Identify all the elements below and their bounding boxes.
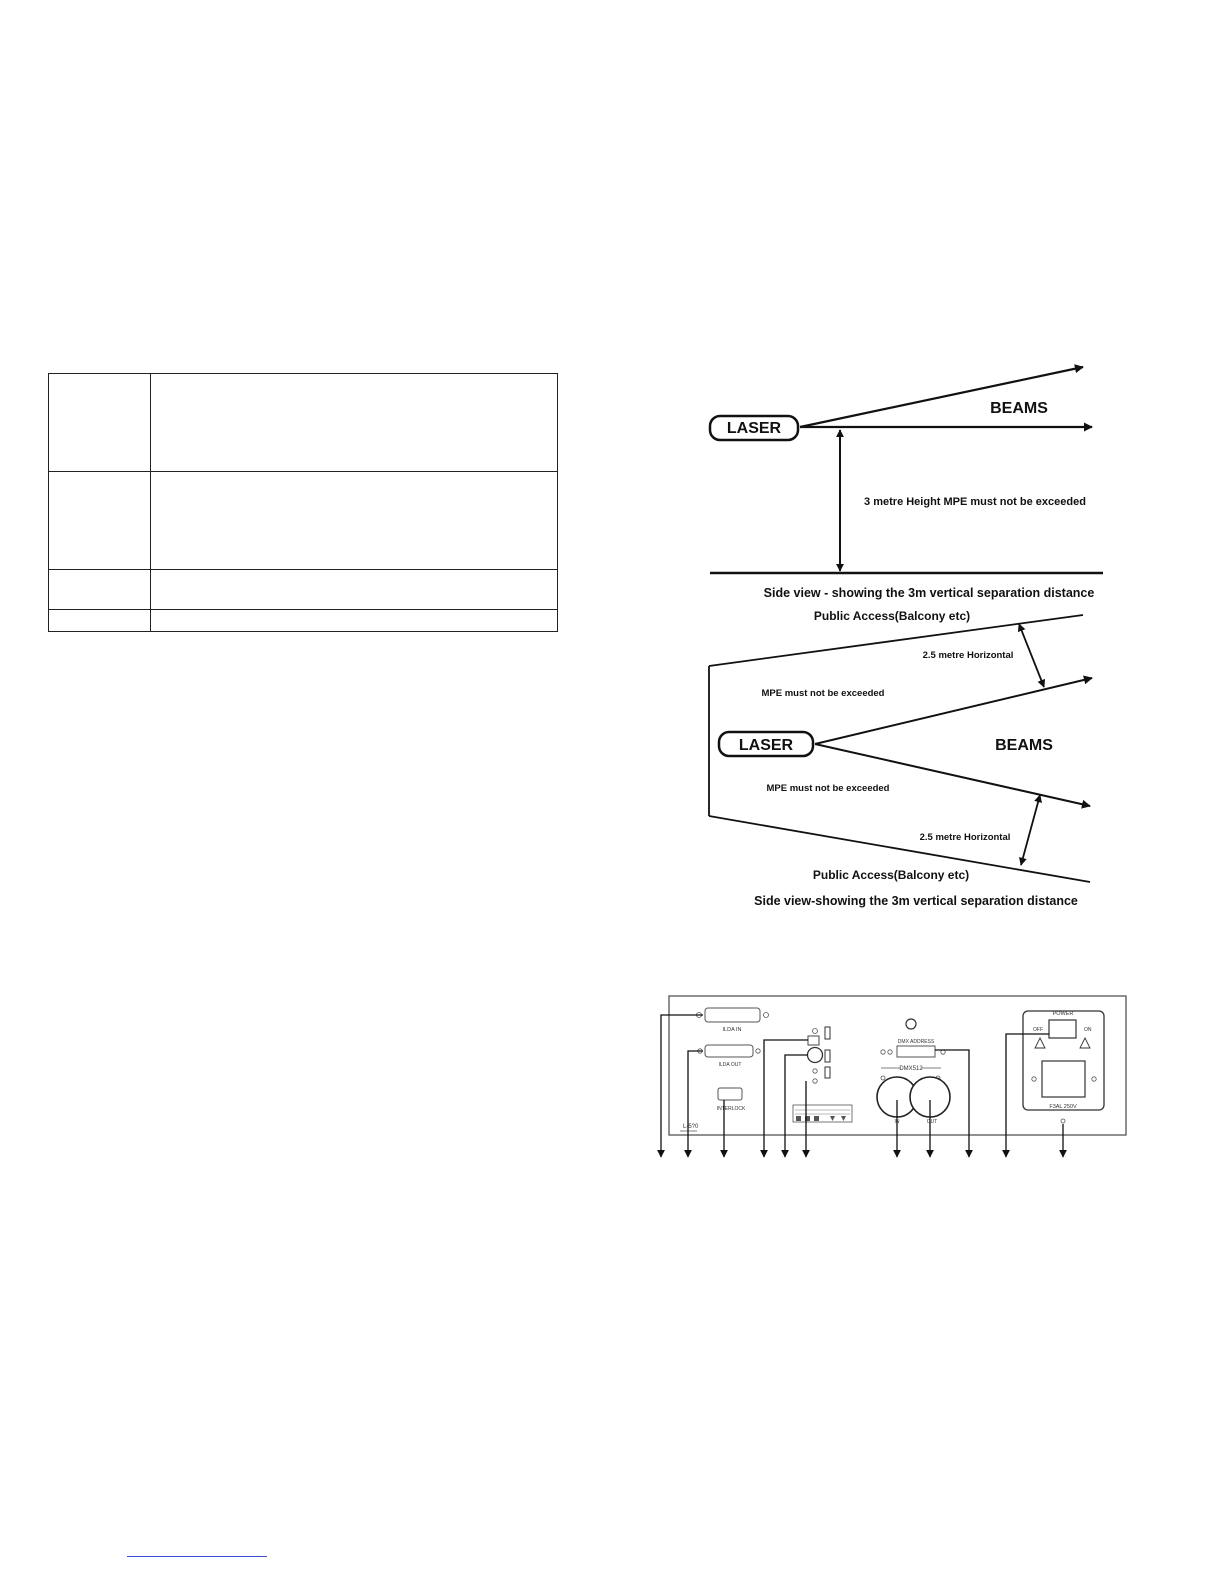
fuse-power-socket <box>1042 1061 1085 1097</box>
plate-symbol-icon <box>796 1116 801 1121</box>
switch-icon <box>825 1027 830 1039</box>
height-note: 3 metre Height MPE must not be exceeded <box>864 496 1086 508</box>
horizontal-arrow-bottom <box>1021 795 1040 865</box>
caption-diagram1: Side view - showing the 3m vertical separation distance <box>763 586 1095 600</box>
serial-label: L-5?0 <box>683 1124 699 1130</box>
horizontal-bottom-label: 2.5 metre Horizontal <box>919 832 1011 843</box>
button-icon <box>808 1036 819 1045</box>
power-switch[interactable] <box>1049 1020 1076 1038</box>
horizontal-top-label: 2.5 metre Horizontal <box>922 650 1014 661</box>
knob-icon <box>808 1048 823 1063</box>
public-access-bottom: Public Access(Balcony etc) <box>812 868 970 882</box>
dmx-address-label: DMX ADDRESS <box>897 1039 935 1045</box>
horizontal-arrow-top <box>1019 624 1044 687</box>
dmx512-label: DMX512 <box>899 1066 923 1072</box>
mount-hole-icon <box>906 1019 916 1029</box>
rear-panel-diagram <box>661 996 1126 1157</box>
ilda-out-connector <box>705 1045 753 1057</box>
dmx-in-label: IN <box>894 1119 900 1125</box>
switch-icon <box>825 1050 830 1062</box>
off-label: OFF <box>1033 1027 1043 1033</box>
laser-label: LASER <box>726 420 782 437</box>
public-access-top: Public Access(Balcony etc) <box>813 609 971 623</box>
mpe-bottom-label: MPE must not be exceeded <box>766 783 890 794</box>
dmx-out-label: OUT <box>926 1119 938 1125</box>
interlock-label: INTERLOCK <box>716 1106 746 1112</box>
diagram-horizontal-separation <box>709 609 1092 908</box>
ilda-in-label: ILDA IN <box>722 1027 742 1033</box>
plate-symbol-icon <box>814 1116 819 1121</box>
beams-label: BEAMS <box>990 400 1048 417</box>
diagram-vertical-separation <box>710 367 1103 600</box>
ilda-in-connector <box>705 1008 760 1022</box>
dmx-address-display <box>897 1046 935 1057</box>
fuse-label: F3AL 250V <box>1049 1104 1077 1110</box>
interlock-connector <box>718 1088 742 1100</box>
ilda-out-label: ILDA OUT <box>718 1062 742 1068</box>
switch-icon <box>825 1067 830 1078</box>
mpe-top-label: MPE must not be exceeded <box>761 688 885 699</box>
caption-diagram2: Side view-showing the 3m vertical separation distance <box>754 894 1078 908</box>
beam-upper <box>800 367 1083 427</box>
laser-label-2: LASER <box>738 737 794 754</box>
power-label: POWER <box>1052 1011 1074 1017</box>
on-label: ON <box>1084 1027 1092 1033</box>
beams-label-2: BEAMS <box>995 737 1053 754</box>
